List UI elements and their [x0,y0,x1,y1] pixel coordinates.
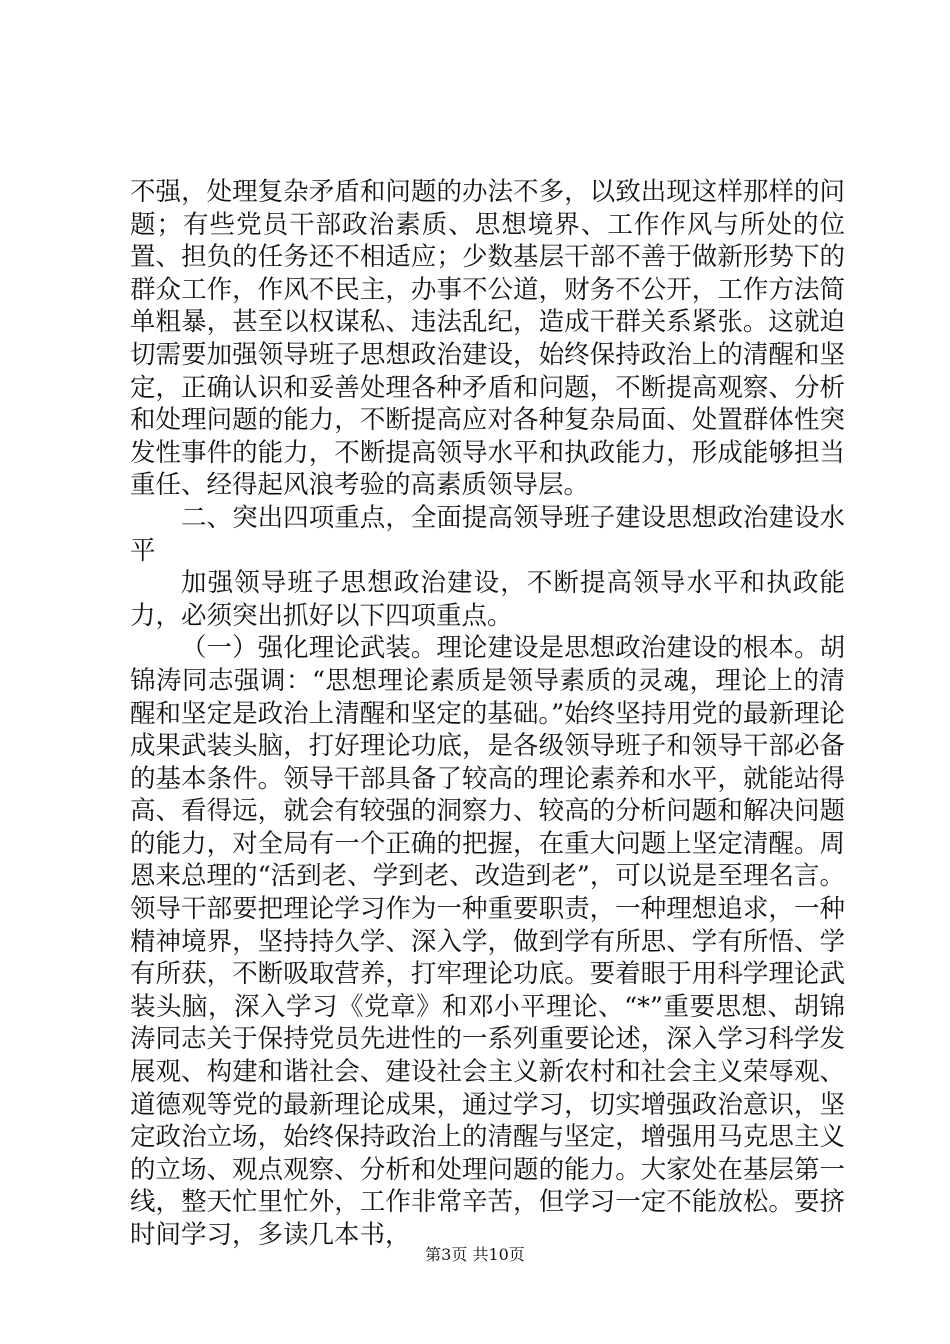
paragraph-theory-armament: （一）强化理论武装。理论建设是思想政治建设的根本。胡锦涛同志强调：“思想理论素质是领导素质的灵魂，理论上的清醒和坚定是政治上清醒和坚定的基础。”始终坚持用党的最新理论成果武装头脑，打好理论功底，是各级领导班子和领导干部必备的基本条件。领导干部具备了较高的理论素养和水平，就能站得高、看得远，就会有较强的洞察力、较高的分析问题和解决问题的能力，对全局有一个正确的把握，在重大问题上坚定清醒。周恩来总理的“活到老、学到老、改造到老”，可以说是至理名言。领导干部要把理论学习作为一种重要职责，一种理想追求，一种精神境界，坚持持久学、深入学，做到学有所思、学有所悟、学有所获，不断吸取营养，打牢理论功底。要着眼于用科学理论武装头脑，深入学习《党章》和邓小平理论、“*”重要思想、胡锦涛同志关于保持党员先进性的一系列重要论述，深入学习科学发展观、构建和谐社会、建设社会主义新农村和社会主义荣辱观、道德观等党的最新理论成果，通过学习，切实增强政治意识，坚定政治立场，始终保持政治上的清醒与坚定，增强用马克思主义的立场、观点观察、分析和处理问题的能力。大家处在基层第一线，整天忙里忙外，工作非常辛苦，但学习一定不能放松。要挤时间学习，多读几本书， [130,633,845,1250]
paragraph-intro-continued: 不强，处理复杂矛盾和问题的办法不多，以致出现这样那样的问题；有些党员干部政治素质、思想境界、工作作风与所处的位置、担负的任务还不相适应；少数基层干部不善于做新形势下的群众工作，作风不民主，办事不公道，财务不公开，工作方法简单粗暴，甚至以权谋私、违法乱纪，造成干群关系紧张。这就迫切需要加强领导班子思想政治建设，始终保持政治上的清醒和坚定，正确认识和妥善处理各种矛盾和问题，不断提高观察、分析和处理问题的能力，不断提高应对各种复杂局面、处置群体性突发性事件的能力，不断提高领导水平和执政能力，形成能够担当重任、经得起风浪考验的高素质领导层。 [130,177,845,501]
page-number-footer: 第3页 共10页 [425,1245,525,1264]
section-heading-two: 二、突出四项重点，全面提高领导班子建设思想政治建设水平 [130,502,845,566]
paragraph-four-priorities: 加强领导班子思想政治建设，不断提高领导水平和执政能力，必须突出抓好以下四项重点。 [130,568,845,631]
document-body [130,176,845,1252]
